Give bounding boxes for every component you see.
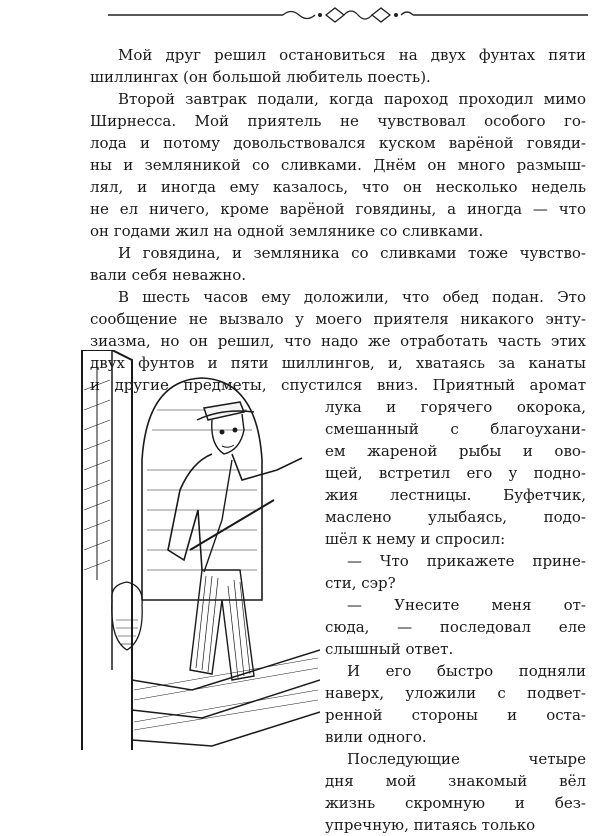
text-line: ны и земляникой со сливками. Днём он много размыш- <box>90 156 586 174</box>
text-line: Мой друг решил остановиться на двух фунтах пяти <box>118 46 586 64</box>
illustration <box>72 350 320 750</box>
text-line: Последующие четыре <box>347 750 586 768</box>
text-line: — Унесите меня от- <box>347 596 586 614</box>
text-line: дня мой знакомый вёл <box>325 772 586 790</box>
text-line: он годами жил на одной землянике со сливками. <box>90 222 484 240</box>
engraving-man-on-stairs <box>72 350 320 750</box>
text-line: не ел ничего, кроме варёной говядины, а иногда — что <box>90 200 586 218</box>
text-line: слышный ответ. <box>325 640 454 658</box>
text-line: маслено улыбаясь, подо- <box>325 508 586 526</box>
text-line: ем жареной рыбы и ово- <box>325 442 586 460</box>
text-line: шёл к нему и спросил: <box>325 530 506 548</box>
text-line: Второй завтрак подали, когда пароход проходил мимо <box>118 90 586 108</box>
text-line: сообщение не вызвало у моего приятеля никакого энту- <box>90 310 586 328</box>
text-line: ренной стороны и оста- <box>325 706 586 724</box>
text-line: — Что прикажете прине- <box>347 552 586 570</box>
text-line: лука и горячего окорока, <box>325 398 586 416</box>
text-line: лода и потому довольствовался куском варёной говяди- <box>90 134 586 152</box>
page-header-ornament <box>108 4 588 26</box>
text-line: шиллингах (он большой любитель поесть). <box>90 68 431 86</box>
text-line: лял, и иногда ему казалось, что он несколько недель <box>90 178 586 196</box>
text-line: Ширнесса. Мой приятель не чувствовал особого го- <box>90 112 586 130</box>
text-line: упречную, питаясь только <box>325 816 536 834</box>
text-line: В шесть часов ему доложили, что обед подан. Это <box>118 288 586 306</box>
text-line: жизнь скромную и без- <box>325 794 586 812</box>
text-line: и другие предметы, спустился вниз. Приятный аромат <box>90 376 586 394</box>
text-line: смешанный с благоухани- <box>325 420 586 438</box>
text-line: зиазма, но он решил, что надо же отработать часть этих <box>90 332 586 350</box>
text-line: И его быстро подняли <box>347 662 586 680</box>
text-line: наверх, уложили с подвет- <box>325 684 586 702</box>
text-line: жия лестницы. Буфетчик, <box>325 486 586 504</box>
text-line: вили одного. <box>325 728 427 746</box>
text-line: сти, сэр? <box>325 574 396 592</box>
text-line: вали себя неважно. <box>90 266 247 284</box>
ornament-rule <box>108 4 588 26</box>
text-line: щей, встретил его у подно- <box>325 464 586 482</box>
text-line: сюда, — последовал еле <box>325 618 586 636</box>
text-line: И говядина, и земляника со сливками тоже чувство- <box>118 244 586 262</box>
text-line: двух фунтов и пяти шиллингов, и, хватаясь за канаты <box>90 354 586 372</box>
